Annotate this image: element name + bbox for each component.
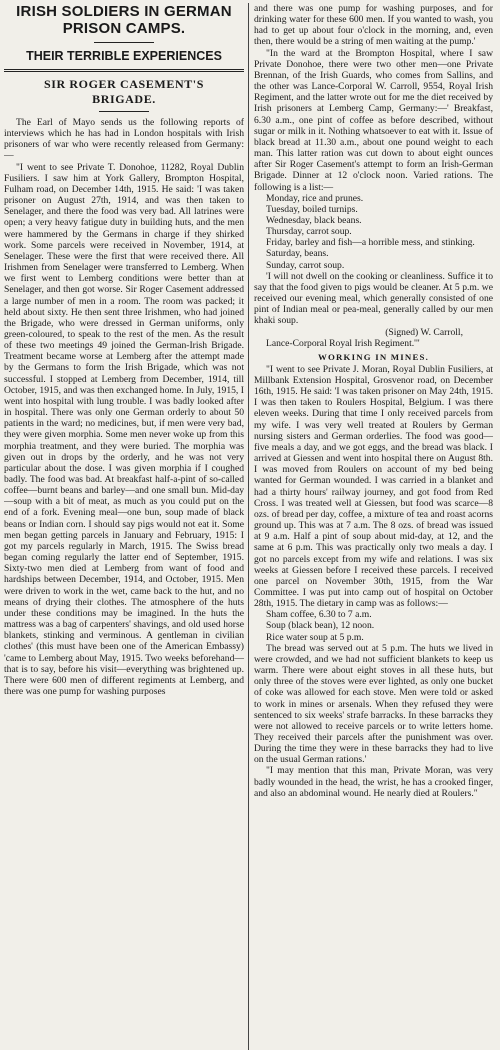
left-column: [4, 3, 248, 1050]
double-rule: [4, 69, 244, 72]
moran-paragraph-2: The bread was served out at 5 p.m. The huts we lived in were crowded, and we had not sufficient blankets to keep us warm. There were about eight stoves in all these huts, but only three of the stoves were ever lighted, as only one bucket of coke was allowed for each stove. Men were told or asked to work in mines or arsenals. When they refused they were sentenced to six weeks' strafe barracks. In these barracks they were not allowed to receive parcels or to write letters home. They received their parcels after the punishment was over. During the time they were in these barracks they had to live on the usual German rations.': [254, 642, 493, 766]
menu-line: Sunday, carrot soup.: [266, 259, 345, 271]
signature: (Signed) W. Carroll,: [385, 326, 463, 338]
menu-line: Monday, rice and prunes.: [266, 192, 364, 204]
menu-line: Saturday, beans.: [266, 248, 329, 260]
section-heading-line-2: BRIGADE.: [92, 92, 156, 106]
headline-line-1: IRISH SOLDIERS IN GERMAN: [16, 3, 232, 20]
moran-paragraph: "I went to see Private J. Moran, Royal Dublin Fusiliers, at Millbank Extension Hospital, Grosvenor road, on December 16th, 1915. He said: 'I was taken prisoner on May 24th, 1915. I was then taken to Roulers Hospital, Belgium. I was there eleven weeks. During that time I only received parcels from my wife. I was very well treated at Roulers by German nursing sisters and German orderlies. The food was good—five meals a day, and we got eggs, and the bread was black. I arrived at Giessen and went into hospital there on August 8th. I was moved from Roulers on account of my bed being wanted for German wounded. I was carried in a blanket and had a thirty hours' railway journey, and got food from Red Cross. I was treated well at Giessen, but food was scarce—8 ozs. of bread per day, coffee, a mixture of tea and roast acorns ground up. This was at 7 a.m. The 8 ozs. of bread was issued at 9 a.m. Half a pint of soup about mid-day, at 12, and the same at 6 p.m. This was practically only two meals a day. I got no parcels except from my wife and relations. I was six weeks at Giessen before I received these parcels. I received one parcel on November 30th, 1915, from the War Committee. I was put into camp out of hospital on October 28th, 1915. The dietary in camp was as follows:—: [254, 363, 493, 610]
headline-line-2: PRISON CAMPS.: [62, 20, 186, 37]
final-paragraph: "I may mention that this man, Private Moran, was very badly wounded in the head, the wrist, he has a crooked finger, and also an abdominal wound. He nearly died at Roulers.": [254, 765, 493, 799]
subheadline: THEIR TERRIBLE EXPERIENCES: [26, 49, 222, 63]
donohoe-paragraph: "I went to see Private T. Donohoe, 11282, Royal Dublin Fusiliers. I saw him at York Gallery, Brompton Hospital, Fulham road, on December 14th, 1915. He said: 'I was taken prisoner on August 27th, 1914, and was then taken to Senelager, and there the food was very bad. All latrines were open; a very heavy fatigue duty in building huts, and the men were hammered by the Germans in charge if they shirked work. Some parcels were received in November, 1914, at Senelager. These were the first that were received there. All Irishmen from Senelager were transferred to Lemberg. When we first went to Lemberg conditions were better than at Senelager, and then got worse. Sir Roger Casement addressed a large number of men in a room. The room was packed; it held about sixty. He then sent three Irishmen, who had joined the Brigade, who were dressed in German uniforms, only green-coloured, to speak to the rest of the men. As the result of these two meetings 49 joined the German-Irish Brigade. Treatment became worse at Lemberg after the attempt made by the Germans to form the Irish Brigade, which was not successful. I stopped at Lemberg from December, 1914, till October, 1915, and was then exchanged home. In July, 1915, I went into hospital with lung trouble. I was badly looked after in hospital. There was only one German orderly to about 50 patients in the ward; no medicines, but, if men were very bad, they were given morphia. Some men never woke up from this morphia treatment, and they were buried. The morphia was given out in drops by the orderly, and he was not very particular about the dose. I was given morphia if I coughed badly. The food was bad. At breakfast half-a-pint of so-called coffee—burnt beans and barley—and one small bun. Mid-day—soup with a bit of meat, as much as you could put on the end of a fork. Evening meal—one bun, soup made of black beans or Indian corn. I should say pigs would not eat it. Some men began getting parcels in January and February, 1915: I got my parcels regularly in March, 1915. The Swiss bread began coming regularly the latter end of September, 1915. Sixty-two men died at Lemberg from want of food and hardships between December, 1914, and October, 1915. Men were driven to work in the wet, came back to the hut, and no means of drying their clothes. The atmosphere of the huts under these conditions may be imagined. In the huts the mattress was a bag of carpenters' shavings, and old used horse blankets, stinking and verminous. A gentleman in civilian clothes' (this must have been one of the American Embassy) 'came to Lemberg about May, 1915. Two weeks beforehand—that is to say, before his visit—everything was brightened up. There were 600 men of different regiments at Lemberg, and there was one pump for washing purposes: [4, 161, 244, 697]
dietary-line: Soup (black bean), 12 noon.: [266, 620, 375, 632]
headline-rule: [94, 42, 154, 43]
menu-line: Tuesday, boiled turnips.: [266, 203, 358, 215]
section-rule: [99, 111, 149, 112]
signature-rank: Lance-Corporal Royal Irish Regiment.'": [266, 337, 420, 349]
dietary-line: Rice water soup at 5 p.m.: [266, 631, 364, 643]
closing-paragraph: 'I will not dwell on the cooking or cleanliness. Suffice it to say that the food given to pigs would be cleaner. At 5 p.m. we received our evening meal, which generally consisted of one pint of Indian meal or pea-meal, generally called by our men khaki soup.: [254, 270, 493, 327]
menu-line: Thursday, carrot soup.: [266, 226, 352, 238]
menu-line: Wednesday, black beans.: [266, 214, 362, 226]
dietary-line: Sham coffee, 6.30 to 7 a.m.: [266, 609, 372, 621]
menu-line: Friday, barley and fish—a horrible mess, and stinking.: [266, 237, 475, 249]
section-heading-line-1: SIR ROGER CASEMENT'S: [43, 77, 205, 91]
continuation-paragraph: and there was one pump for washing purposes, and for drinking water for these 600 men. If you wanted to wash, you had to get up about four o'clock in the morning, and, even then, there would be a string of men waiting at the pump.': [254, 3, 493, 48]
section-title: WORKING IN MINES.: [317, 351, 430, 362]
brompton-paragraph: "In the ward at the Brompton Hospital, where I saw Private Donohoe, there were two other men—one Private Brennan, of the Irish Guards, who comes from Sallins, and the other was Lance-Corporal W. Carroll, 9554, Royal Irish Regiment, and the latter wrote out for me the diet received by Irish prisoners at Lemberg Camp, Germany:—' Breakfast, 6.30 a.m., one pint of coffee as before described, without sugar or milk in it. Nothing whatsoever to eat with it. Issue of black bread at 11.30 a.m., about one pound weight to each man. This latter ration was cut down to about eight ounces after Sir Roger Casement's attempt to form an Irish-German Brigade. Dinner at 12 o'clock noon. Varied rations. The following is a list:—: [254, 47, 493, 193]
right-column: [249, 3, 493, 1050]
intro-paragraph: The Earl of Mayo sends us the following reports of interviews which he has had in London hospitals with Irish prisoners of war who were recently released from Germany:—: [4, 117, 244, 162]
